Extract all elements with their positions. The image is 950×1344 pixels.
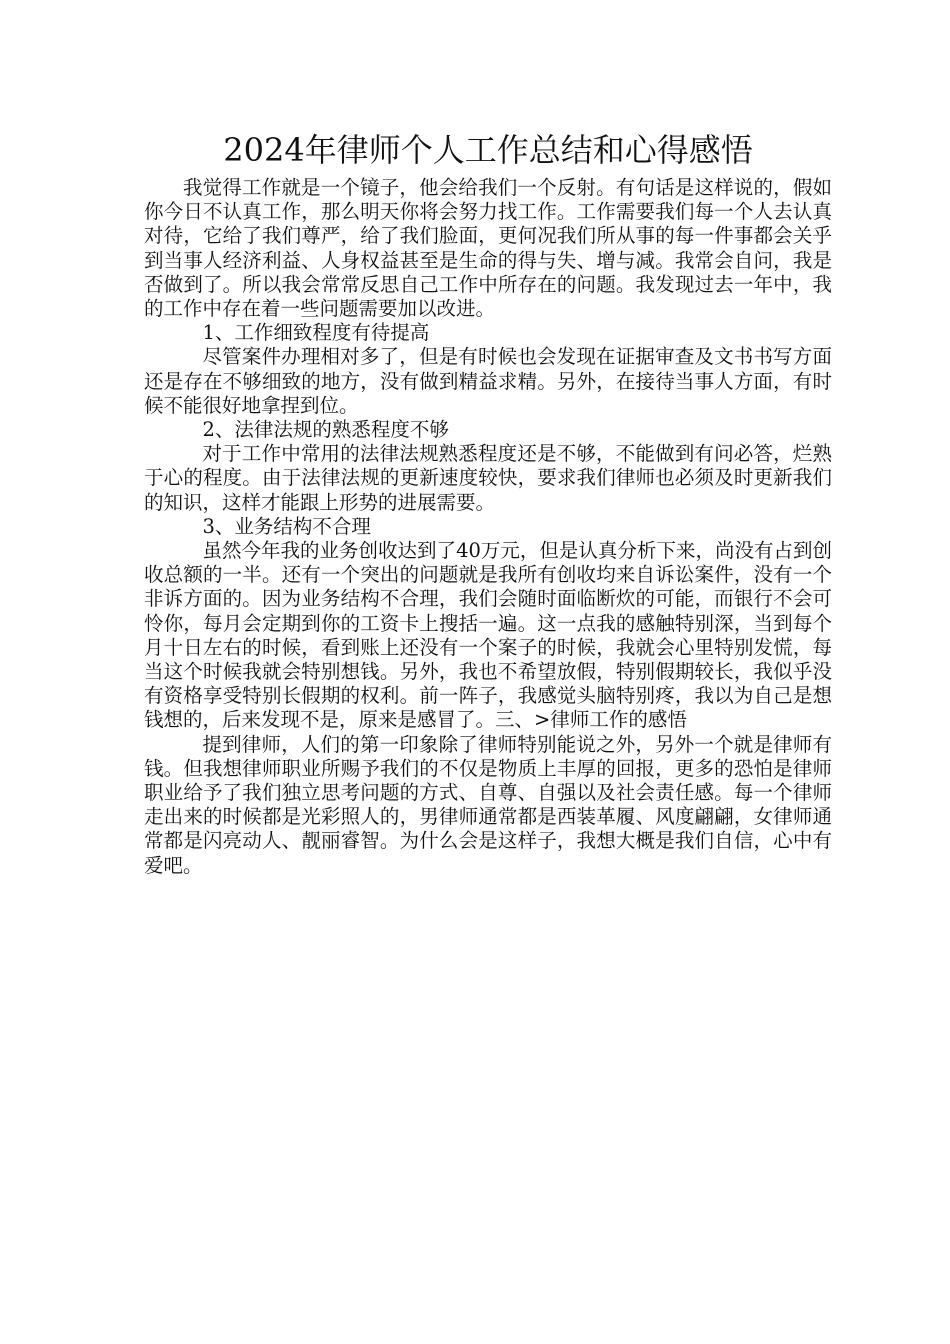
intro-paragraph: 我觉得工作就是一个镜子，他会给我们一个反射。有句话是这样说的，假如你今日不认真工作，那么明天你将会努力找工作。工作需要我们每一个人去认真对待，它给了我们尊严，给了我们脸面，更何况我们所从事的每一件事都会关乎到当事人经济利益、人身权益甚至是生命的得与失、增与减。我常会自问，我是否做到了。所以我会常常反思自己工作中所存在的问题。我发现过去一年中，我的工作中存在着一些问题需要加以改进。	[144, 176, 832, 321]
document-page	[144, 128, 832, 878]
section-body-4: 提到律师，人们的第一印象除了律师特别能说之外，另外一个就是律师有钱。但我想律师职业所赐予我们的不仅是物质上丰厚的回报，更多的恐怕是律师职业给予了我们独立思考问题的方式、自尊、自强以及社会责任感。每一个律师走出来的时候都是光彩照人的，男律师通常都是西装革履、风度翩翩，女律师通常都是闪亮动人、靓丽睿智。为什么会是这样子，我想大概是我们自信，心中有爱吧。	[144, 732, 832, 877]
section-body-3: 虽然今年我的业务创收达到了40万元，但是认真分析下来，尚没有占到创收总额的一半。还有一个突出的问题就是我所有创收均来自诉讼案件，没有一个非诉方面的。因为业务结构不合理，我们会随时面临断炊的可能，而银行不会可怜你，每月会定期到你的工资卡上搜括一遍。这一点我的感触特别深，当到每个月十日左右的时候，看到账上还没有一个案子的时候，我就会心里特别发慌，每当这个时候我就会特别想钱。另外，我也不希望放假，特别假期较长，我似乎没有资格享受特别长假期的权利。前一阵子，我感觉头脑特别疼，我以为自己是想钱想的，后来发现不是，原来是感冒了。三、>律师工作的感悟	[144, 539, 832, 732]
section-heading-1: 1、工作细致程度有待提高	[202, 321, 430, 345]
section-body-2: 对于工作中常用的法律法规熟悉程度还是不够，不能做到有问必答，烂熟于心的程度。由于法律法规的更新速度较快，要求我们律师也必须及时更新我们的知识，这样才能跟上形势的进展需要。	[144, 442, 832, 514]
section-body-1: 尽管案件办理相对多了，但是有时候也会发现在证据审查及文书书写方面还是存在不够细致的地方，没有做到精益求精。另外，在接待当事人方面，有时候不能很好地拿捏到位。	[144, 345, 832, 417]
document-title: 2024年律师个人工作总结和心得感悟	[223, 131, 753, 169]
section-heading-3: 3、业务结构不合理	[202, 514, 371, 538]
section-heading-2: 2、法律法规的熟悉程度不够	[202, 418, 449, 442]
